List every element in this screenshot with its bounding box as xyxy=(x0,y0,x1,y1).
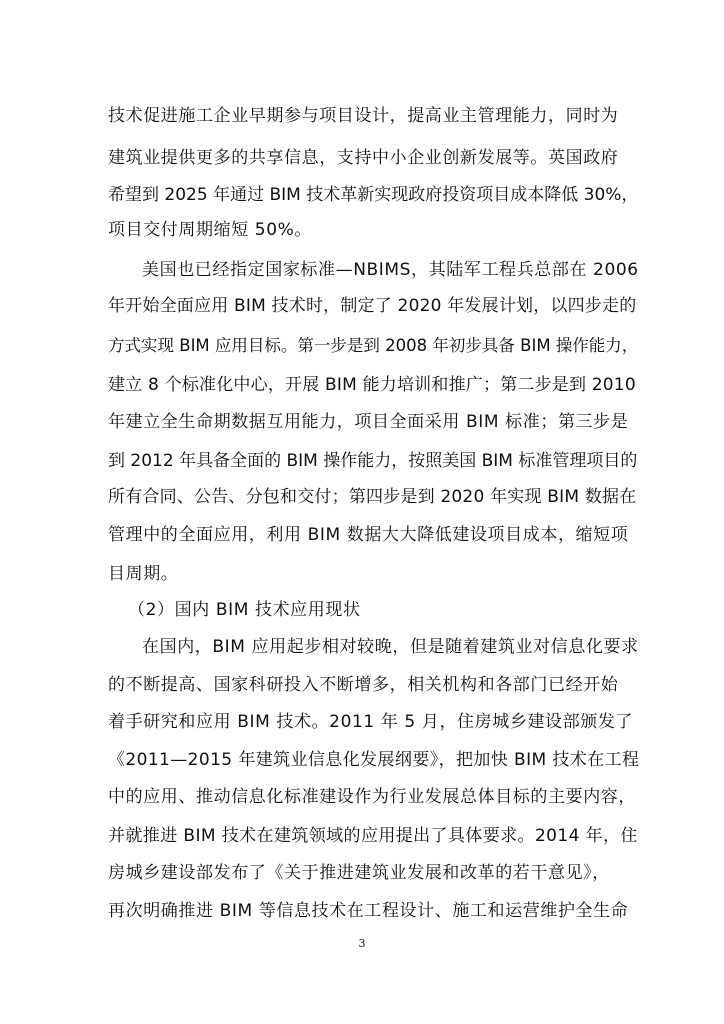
paragraph-line: 并就推进 BIM 技术在建筑领域的应用提出了具体要求。2014 年，住 xyxy=(108,826,638,846)
paragraph-line: 中的应用、推动信息化标准建设作为行业发展总体目标的主要内容， xyxy=(108,787,636,807)
section-heading: （2）国内 BIM 技术应用现状 xyxy=(128,600,361,620)
page-number: 3 xyxy=(358,937,366,950)
paragraph-line: 技术促进施工企业早期参与项目设计，提高业主管理能力，同时为 xyxy=(108,106,619,126)
paragraph-line: 《2011—2015 年建筑业信息化发展纲要》，把加快 BIM 技术在工程 xyxy=(108,750,640,770)
paragraph-line: 目周期。 xyxy=(108,564,179,584)
paragraph-line: 建立 8 个标准化中心，开展 BIM 能力培训和推广；第二步是到 2010 xyxy=(108,375,636,395)
paragraph-line: 再次明确推进 BIM 等信息技术在工程设计、施工和运营维护全生命 xyxy=(108,901,629,921)
paragraph-line: 年开始全面应用 BIM 技术时，制定了 2020 年发展计划，以四步走的 xyxy=(108,296,637,316)
paragraph-line: 到 2012 年具备全面的 BIM 操作能力，按照美国 BIM 标准管理项目的 xyxy=(108,451,638,471)
paragraph-line: 美国也已经指定国家标准—NBIMS，其陆军工程兵总部在 2006 xyxy=(142,260,639,280)
paragraph-line: 年建立全生命期数据互用能力，项目全面采用 BIM 标准；第三步是 xyxy=(108,412,629,432)
paragraph-line: 方式实现 BIM 应用目标。第一步是到 2008 年初步具备 BIM 操作能力， xyxy=(108,336,639,355)
paragraph-line: 管理中的全面应用，利用 BIM 数据大大降低建设项目成本，缩短项 xyxy=(108,525,629,545)
paragraph-line: 建筑业提供更多的共享信息，支持中小企业创新发展等。英国政府 xyxy=(108,148,619,168)
paragraph-line: 所有合同、公告、分包和交付；第四步是到 2020 年实现 BIM 数据在 xyxy=(108,487,637,507)
paragraph-line: 希望到 2025 年通过 BIM 技术革新实现政府投资项目成本降低 30%， xyxy=(108,185,639,205)
paragraph-line: 房城乡建设部发布了《关于推进建筑业发展和改革的若干意见》， xyxy=(108,863,610,883)
paragraph-line: 在国内，BIM 应用起步相对较晚，但是随着建筑业对信息化要求 xyxy=(142,637,639,657)
paragraph-line: 项目交付周期缩短 50%。 xyxy=(108,220,312,240)
paragraph-line: 着手研究和应用 BIM 技术。2011 年 5 月，住房城乡建设部颁发了 xyxy=(108,712,634,732)
paragraph-line: 的不断提高、国家科研投入不断增多，相关机构和各部门已经开始 xyxy=(108,675,619,695)
